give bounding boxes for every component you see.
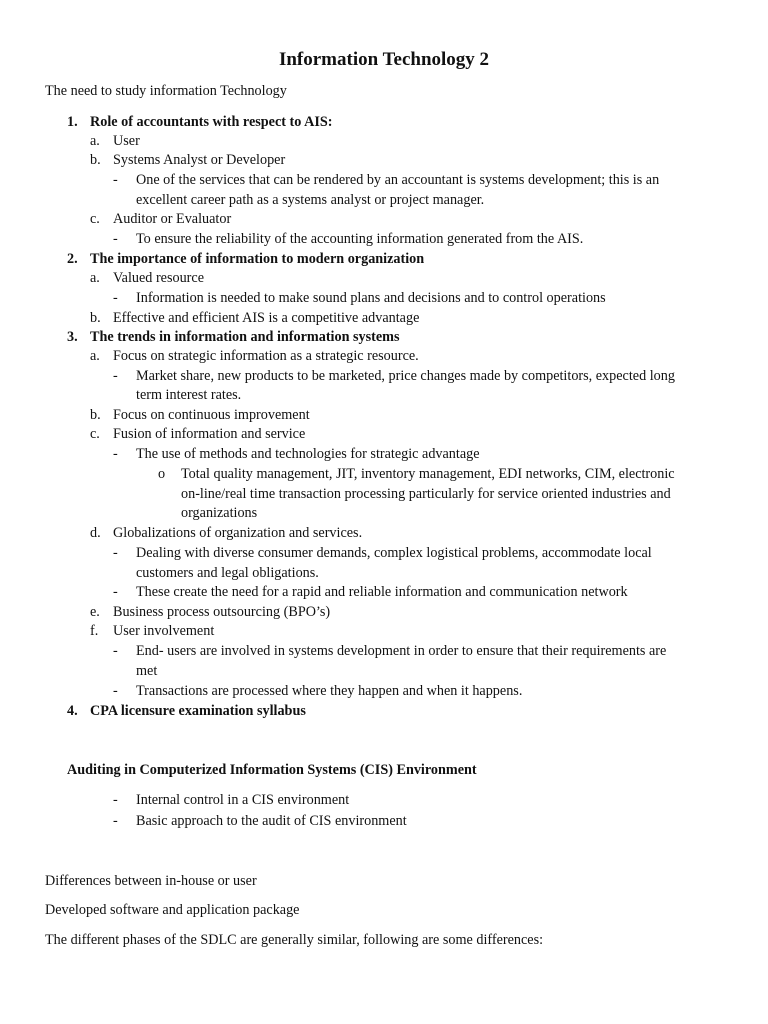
item-marker: e. (90, 604, 100, 620)
item-marker: f. (90, 623, 99, 639)
item-text: Auditor or Evaluator (113, 211, 232, 227)
bullet-line: End- users are involved in systems development in order to ensure that their requirements are (136, 643, 667, 659)
bullet-dash: - (113, 368, 118, 384)
bullet-dash: - (113, 545, 118, 561)
bullet-line: The use of methods and technologies for strategic advantage (136, 446, 480, 462)
auditing-heading: Auditing in Computerized Information Systems (CIS) Environment (67, 762, 477, 778)
bullet-line: One of the services that can be rendered by an accountant is systems development; this is an (136, 172, 660, 188)
sub-bullet-marker: o (158, 466, 166, 482)
bullet-line: Transactions are processed where they happen and when it happens. (136, 683, 523, 699)
bullet-dash: - (113, 584, 118, 600)
sub-bullet-line: on-line/real time transaction processing particularly for service oriented industries and (181, 486, 671, 502)
item-text: Fusion of information and service (113, 426, 306, 442)
item-text: Business process outsourcing (BPO’s) (113, 604, 331, 620)
item-text: Systems Analyst or Developer (113, 152, 286, 168)
section-number: 4. (67, 703, 78, 719)
section-number: 1. (67, 114, 78, 130)
bullet-line: met (136, 663, 158, 679)
bullet-line: customers and legal obligations. (136, 565, 319, 581)
bullet-line: To ensure the reliability of the accounting information generated from the AIS. (136, 231, 584, 247)
item-text: Globalizations of organization and services. (113, 525, 363, 541)
item-marker: a. (90, 133, 100, 149)
item-marker: c. (90, 211, 100, 227)
sub-bullet-line: organizations (181, 505, 258, 521)
item-marker: a. (90, 348, 100, 364)
item-text: Focus on strategic information as a strategic resource. (113, 348, 419, 364)
paragraph: Differences between in-house or user (45, 873, 257, 889)
section-number: 3. (67, 329, 78, 345)
bullet-dash: - (113, 231, 118, 247)
paragraph: Developed software and application package (45, 902, 300, 918)
section-heading: The importance of information to modern organization (90, 251, 425, 267)
bullet-dash: - (113, 446, 118, 462)
bullet-line: These create the need for a rapid and reliable information and communication network (136, 584, 628, 600)
section-heading: Role of accountants with respect to AIS: (90, 114, 333, 130)
bullet-line: Dealing with diverse consumer demands, complex logistical problems, accommodate local (136, 545, 652, 561)
item-marker: b. (90, 407, 101, 423)
item-text: User (113, 133, 140, 149)
bullet-dash: - (113, 813, 118, 829)
bullet-line: excellent career path as a systems analyst or project manager. (136, 192, 485, 208)
bullet-dash: - (113, 172, 118, 188)
intro-text: The need to study information Technology (45, 83, 287, 99)
item-marker: a. (90, 270, 100, 286)
section-heading: The trends in information and information systems (90, 329, 400, 345)
bullet-dash: - (113, 643, 118, 659)
item-text: Valued resource (113, 270, 204, 286)
item-marker: b. (90, 310, 101, 326)
section-heading: CPA licensure examination syllabus (90, 703, 306, 719)
item-marker: d. (90, 525, 101, 541)
bullet-dash: - (113, 683, 118, 699)
bullet-dash: - (113, 290, 118, 306)
bullet-line: Information is needed to make sound plans and decisions and to control operations (136, 290, 606, 306)
item-text: Effective and efficient AIS is a competitive advantage (113, 310, 420, 326)
item-marker: b. (90, 152, 101, 168)
document-title: Information Technology 2 (278, 49, 490, 70)
auditing-bullet: Basic approach to the audit of CIS environment (136, 813, 407, 829)
sub-bullet-line: Total quality management, JIT, inventory management, EDI networks, CIM, electronic (181, 466, 675, 482)
item-text: Focus on continuous improvement (113, 407, 310, 423)
auditing-bullet: Internal control in a CIS environment (136, 792, 350, 808)
paragraph: The different phases of the SDLC are generally similar, following are some differences: (45, 932, 544, 948)
item-marker: c. (90, 426, 100, 442)
bullet-line: Market share, new products to be marketed, price changes made by competitors, expected long (136, 368, 675, 384)
section-number: 2. (67, 251, 78, 267)
item-text: User involvement (113, 623, 215, 639)
bullet-dash: - (113, 792, 118, 808)
bullet-line: term interest rates. (136, 387, 242, 403)
